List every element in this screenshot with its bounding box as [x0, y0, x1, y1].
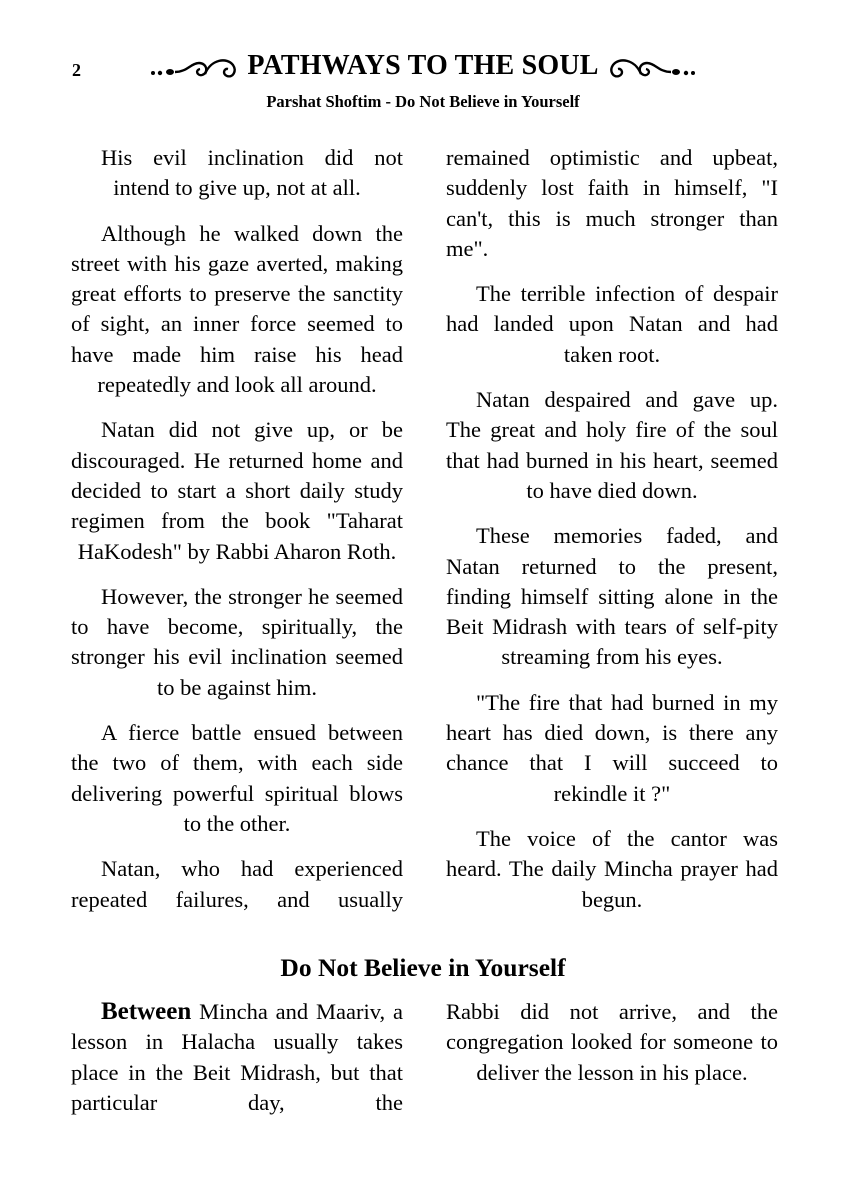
- paragraph: Natan despaired and gave up. The great and holy fire of the soul that had burned in his heart, seemed to have died down.: [446, 387, 778, 503]
- page-number: 2: [72, 60, 81, 80]
- scroll-ornament-right-icon: [607, 51, 699, 81]
- paragraph: His evil inclination did not intend to give up, not at all.: [101, 145, 403, 201]
- paragraph: The voice of the cantor was heard. The daily Mincha prayer had begun.: [446, 825, 778, 912]
- paragraph: [71, 997, 403, 1118]
- running-header: [0, 50, 846, 112]
- paragraph: Although he walked down the street with his gaze averted, making great efforts to preserve the sanctity of sight, an inner force seemed to have made him raise his head repeatedly and look all around.: [71, 220, 403, 398]
- paragraph: However, the stronger he seemed to have become, spiritually, the stronger his evil inclination seemed to be against him.: [71, 583, 403, 700]
- paragraph: These memories faded, and Natan returned to the present, finding himself sitting alone in the Beit Midrash with tears of self-pity streaming from his eyes.: [446, 523, 778, 670]
- lead-word: Between: [101, 998, 192, 1025]
- paragraph: remained optimistic and upbeat, suddenly lost faith in himself, "I can't, this is much stronger than me".: [446, 145, 778, 261]
- scroll-ornament-left-icon: [147, 51, 239, 81]
- section-heading: Do Not Believe in Yourself: [280, 953, 566, 982]
- paragraph: Rabbi did not arrive, and the congregation looked for someone to deliver the lesson in his place.: [446, 999, 778, 1085]
- paragraph: "The fire that had burned in my heart has died down, is there any chance that I will succeed to rekindle it ?": [446, 689, 778, 806]
- left-column-bottom: [71, 997, 403, 1133]
- paragraph-text: Mincha and Maariv, a lesson in Halacha usually takes place in the Beit Midrash, but that particular day, the: [71, 999, 403, 1115]
- page-title: PATHWAYS TO THE SOUL: [247, 50, 599, 81]
- paragraph: A fierce battle ensued between the two of them, with each side delivering powerful spiritual blows to the other.: [71, 720, 403, 836]
- paragraph: Natan, who had experienced repeated failures, and usually: [71, 856, 403, 912]
- left-column-top: [71, 143, 403, 930]
- paragraph: Natan did not give up, or be discouraged. He returned home and decided to start a short daily study regimen from the book "Taharat HaKodesh" by Rabbi Aharon Roth.: [71, 417, 403, 564]
- right-column-bottom: [446, 997, 778, 1103]
- right-column-top: [446, 143, 778, 930]
- page-subtitle: Parshat Shoftim - Do Not Believe in Yourself: [266, 92, 580, 111]
- paragraph: The terrible infection of despair had landed upon Natan and had taken root.: [446, 281, 778, 367]
